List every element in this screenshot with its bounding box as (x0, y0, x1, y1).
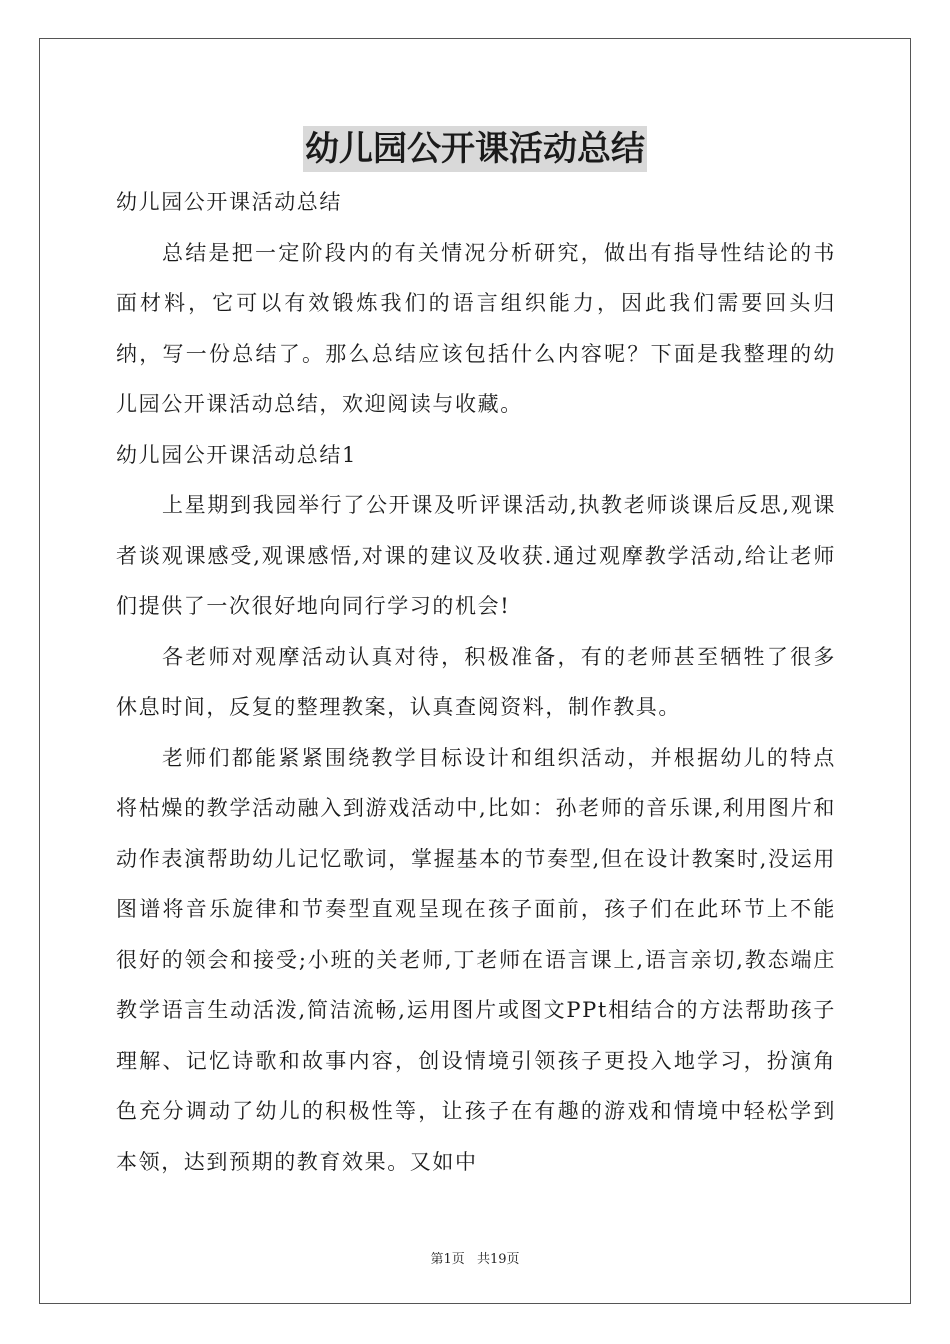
page-total: 共19页 (476, 1252, 520, 1267)
document-body (116, 177, 836, 1187)
intro-paragraph: 总结是把一定阶段内的有关情况分析研究，做出有指导性结论的书面材料，它可以有效锻炼我们的语言组织能力，因此我们需要回头归纳，写一份总结了。那么总结应该包括什么内容呢？下面是我整理的幼儿园公开课活动总结，欢迎阅读与收藏。 (116, 240, 836, 416)
body-paragraph: 上星期到我园举行了公开课及听评课活动,执教老师谈课后反思,观课者谈观课感受,观课感悟,对课的建议及收获.通过观摩教学活动,给让老师们提供了一次很好地向同行学习的机会! (116, 493, 836, 618)
title-container (0, 126, 950, 172)
section-heading: 幼儿园公开课活动总结1 (116, 442, 357, 467)
body-paragraph: 老师们都能紧紧围绕教学目标设计和组织活动，并根据幼儿的特点将枯燥的教学活动融入到游戏活动中,比如：孙老师的音乐课,利用图片和动作表演帮助幼儿记忆歌词，掌握基本的节奏型,但在设计教案时,没运用图谱将音乐旋律和节奏型直观呈现在孩子面前，孩子们在此环节上不能很好的领会和接受;小班的关老师,丁老师在语言课上,语言亲切,教态端庄教学语言生动活泼,简洁流畅,运用图片或图文PPt相结合的方法帮助孩子理解、记忆诗歌和故事内容，创设情境引领孩子更投入地学习，扮演角色充分调动了幼儿的积极性等，让孩子在有趣的游戏和情境中轻松学到本领，达到预期的教育效果。又如中 (116, 745, 836, 1174)
page-footer (0, 1248, 950, 1267)
body-paragraph: 各老师对观摩活动认真对待，积极准备，有的老师甚至牺牲了很多休息时间，反复的整理教案，认真查阅资料，制作教具。 (116, 644, 836, 719)
subtitle-paragraph: 幼儿园公开课活动总结 (116, 190, 342, 214)
page-number: 第1页 (430, 1252, 465, 1267)
document-title: 幼儿园公开课活动总结 (303, 126, 647, 172)
